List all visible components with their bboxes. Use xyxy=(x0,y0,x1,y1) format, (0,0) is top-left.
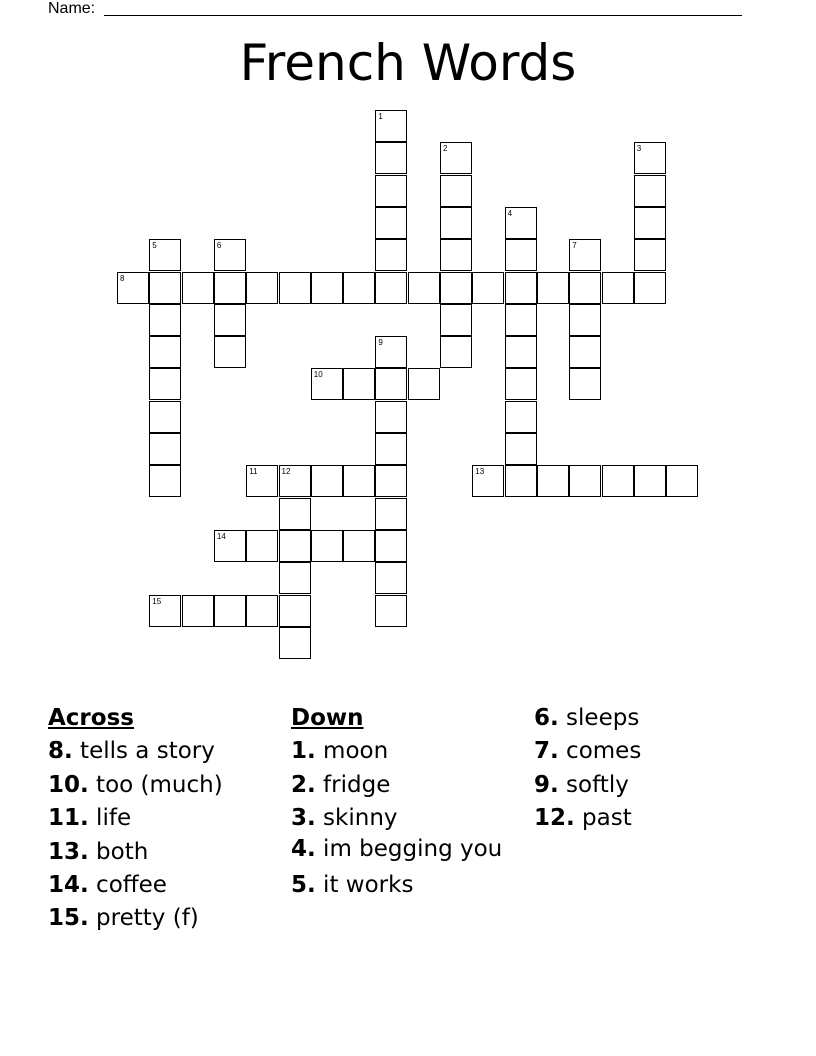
grid-cell[interactable] xyxy=(343,465,375,497)
grid-cell[interactable] xyxy=(440,336,472,368)
clue-down-2: 2. fridge xyxy=(291,771,391,798)
grid-cell[interactable] xyxy=(311,368,343,400)
grid-cell[interactable] xyxy=(375,336,407,368)
clue-across-13: 13. both xyxy=(48,838,149,865)
grid-cell[interactable] xyxy=(569,239,601,271)
grid-cell[interactable] xyxy=(505,336,537,368)
grid-cell[interactable] xyxy=(375,595,407,627)
grid-cell[interactable] xyxy=(182,272,214,304)
clue-across-15: 15. pretty (f) xyxy=(48,905,199,932)
grid-cell[interactable] xyxy=(375,142,407,174)
clue-down-12: 12. past xyxy=(534,805,632,832)
clue-across-8: 8. tells a story xyxy=(48,738,215,765)
grid-cell[interactable] xyxy=(117,272,149,304)
grid-cell[interactable] xyxy=(440,272,472,304)
grid-cell[interactable] xyxy=(505,401,537,433)
grid-cell[interactable] xyxy=(149,433,181,465)
across-clues xyxy=(48,702,223,936)
grid-cell[interactable] xyxy=(149,368,181,400)
grid-cell[interactable] xyxy=(375,433,407,465)
grid-cell[interactable] xyxy=(634,207,666,239)
grid-cell[interactable] xyxy=(472,272,504,304)
cell-number: 15 xyxy=(152,596,162,606)
grid-cell[interactable] xyxy=(440,142,472,174)
grid-cell[interactable] xyxy=(375,498,407,530)
clue-down-7: 7. comes xyxy=(534,738,642,765)
cell-number: 2 xyxy=(443,144,448,154)
grid-cell[interactable] xyxy=(375,465,407,497)
cell-number: 3 xyxy=(636,144,642,154)
across-heading: Across xyxy=(48,705,134,731)
grid-cell[interactable] xyxy=(149,465,181,497)
page-title: French Words xyxy=(239,34,577,92)
grid-cell[interactable] xyxy=(149,336,181,368)
grid-cell[interactable] xyxy=(375,239,407,271)
grid-cell[interactable] xyxy=(505,239,537,271)
grid-cell[interactable] xyxy=(440,175,472,207)
grid-cell[interactable] xyxy=(214,272,246,304)
grid-cell[interactable] xyxy=(505,368,537,400)
grid-cell[interactable] xyxy=(214,336,246,368)
clue-down-4: 4. im begging you xyxy=(291,835,503,862)
grid-cell[interactable] xyxy=(246,595,278,627)
grid-cell[interactable] xyxy=(375,368,407,400)
cell-number: 9 xyxy=(378,338,383,348)
cell-number: 11 xyxy=(249,467,258,477)
cell-number: 5 xyxy=(152,241,157,251)
cell-number: 1 xyxy=(378,112,383,121)
cell-number: 4 xyxy=(507,208,513,218)
grid-cell[interactable] xyxy=(375,530,407,562)
down-clues xyxy=(291,702,511,902)
clue-down-3: 3. skinny xyxy=(291,805,398,832)
grid-cell[interactable] xyxy=(569,368,601,400)
clue-down-9: 9. softly xyxy=(534,771,629,798)
grid-cell[interactable] xyxy=(246,530,278,562)
grid-cell[interactable] xyxy=(440,207,472,239)
grid-cell[interactable] xyxy=(375,175,407,207)
grid-cell[interactable] xyxy=(634,465,666,497)
grid-cell[interactable] xyxy=(375,110,407,142)
grid-cell[interactable] xyxy=(279,498,311,530)
grid-cell[interactable] xyxy=(149,239,181,271)
grid-cell[interactable] xyxy=(634,239,666,271)
grid-cell[interactable] xyxy=(375,207,407,239)
grid-cell[interactable] xyxy=(472,465,504,497)
grid-cell[interactable] xyxy=(279,465,311,497)
grid-cell[interactable] xyxy=(246,272,278,304)
grid-cell[interactable] xyxy=(149,401,181,433)
grid-cell[interactable] xyxy=(214,239,246,271)
cell-number: 8 xyxy=(120,273,125,283)
grid-cell[interactable] xyxy=(214,304,246,336)
grid-cell[interactable] xyxy=(569,336,601,368)
grid-cell[interactable] xyxy=(182,595,214,627)
grid-cell[interactable] xyxy=(279,627,311,659)
cell-number: 12 xyxy=(281,467,291,477)
grid-cell[interactable] xyxy=(311,530,343,562)
grid-cell[interactable] xyxy=(505,304,537,336)
clue-down-1: 1. moon xyxy=(291,738,389,765)
grid-cell[interactable] xyxy=(602,465,634,497)
grid-cell[interactable] xyxy=(343,272,375,304)
clue-across-10: 10. too (much) xyxy=(48,771,223,798)
grid-cell[interactable] xyxy=(602,272,634,304)
name-label: Name: xyxy=(48,0,96,17)
grid-cell[interactable] xyxy=(343,530,375,562)
cell-number: 14 xyxy=(216,531,226,541)
grid-cell[interactable] xyxy=(440,239,472,271)
grid-cell[interactable] xyxy=(634,142,666,174)
grid-cell[interactable] xyxy=(408,368,440,400)
grid-cell[interactable] xyxy=(311,465,343,497)
grid-cell[interactable] xyxy=(279,272,311,304)
grid-cell[interactable] xyxy=(505,207,537,239)
grid-cell[interactable] xyxy=(149,272,181,304)
grid-cell[interactable] xyxy=(634,272,666,304)
grid-cell[interactable] xyxy=(214,530,246,562)
grid-cell[interactable] xyxy=(279,595,311,627)
grid-cell[interactable] xyxy=(343,368,375,400)
grid-cell[interactable] xyxy=(279,530,311,562)
cell-number: 10 xyxy=(313,370,323,380)
cell-number: 7 xyxy=(572,241,577,251)
clue-across-14: 14. coffee xyxy=(48,872,167,899)
grid-cell[interactable] xyxy=(666,465,698,497)
grid-cell[interactable] xyxy=(505,433,537,465)
grid-cell[interactable] xyxy=(246,465,278,497)
grid-cell[interactable] xyxy=(375,401,407,433)
grid-cell[interactable] xyxy=(279,562,311,594)
grid-cell[interactable] xyxy=(214,595,246,627)
grid-cell[interactable] xyxy=(149,595,181,627)
grid-cell[interactable] xyxy=(569,304,601,336)
grid-cell[interactable] xyxy=(537,465,569,497)
grid-cell[interactable] xyxy=(440,304,472,336)
down-heading: Down xyxy=(291,705,364,731)
grid-cell[interactable] xyxy=(375,562,407,594)
clue-down-6: 6. sleeps xyxy=(534,705,640,731)
grid-cell[interactable] xyxy=(505,272,537,304)
clue-down-5: 5. it works xyxy=(291,871,414,898)
grid-cell[interactable] xyxy=(149,304,181,336)
down-clues-continued xyxy=(534,702,641,836)
grid-cell[interactable] xyxy=(569,272,601,304)
clue-across-11: 11. life xyxy=(48,805,132,832)
grid-cell[interactable] xyxy=(537,272,569,304)
cell-number: 13 xyxy=(475,467,485,477)
grid-cell[interactable] xyxy=(634,175,666,207)
grid-cell[interactable] xyxy=(311,272,343,304)
grid-cell[interactable] xyxy=(569,465,601,497)
grid-cell[interactable] xyxy=(375,272,407,304)
grid-cell[interactable] xyxy=(408,272,440,304)
cell-number: 6 xyxy=(216,241,222,251)
grid-cell[interactable] xyxy=(505,465,537,497)
